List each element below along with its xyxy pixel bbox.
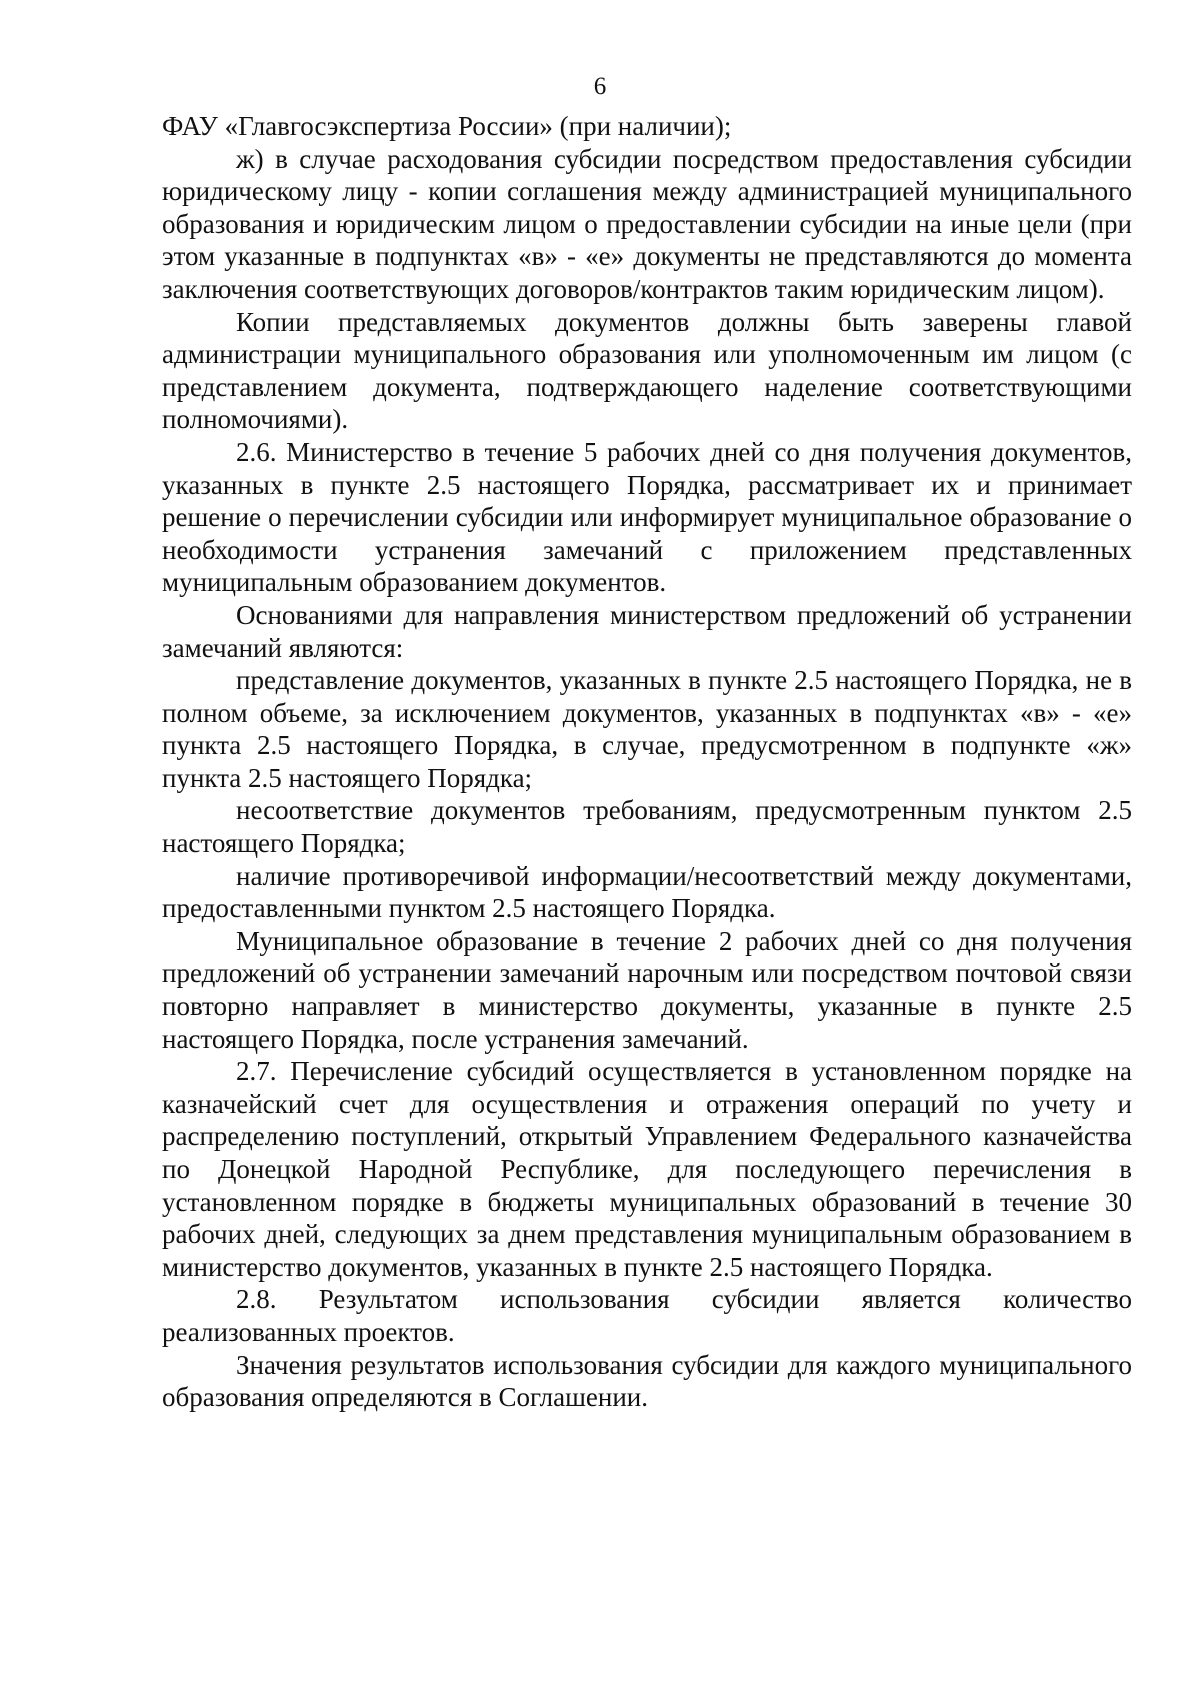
paragraph-ground-incomplete: представление документов, указанных в пункте 2.5 настоящего Порядка, не в полном объеме, за исключением документов, указанных в подпунктах «в» - «е» пункта 2.5 настоящего Порядка, в случае, предусмотренном в подпункте «ж» пункта 2.5 настоящего Порядка; [162, 665, 1132, 793]
paragraph-grounds-intro: Основаниями для направления министерством предложений об устранении замечаний являются: [162, 599, 1132, 663]
page-number: 6 [593, 73, 607, 100]
document-body [162, 110, 1132, 1414]
paragraph-copies-certification: Копии представляемых документов должны быть заверены главой администрации муниципального образования или уполномоченным им лицом (с представлением документа, подтверждающего наделение соответствующими полномочиями). [162, 306, 1132, 435]
paragraph-intro-line: ФАУ «Главгосэкспертиза России» (при наличии); [162, 111, 732, 141]
paragraph-ground-contradictions: наличие противоречивой информации/несоответствий между документами, предоставленными пунктом 2.5 настоящего Порядка. [162, 860, 1132, 924]
paragraph-result-values: Значения результатов использования субсидии для каждого муниципального образования определяются в Соглашении. [162, 1349, 1132, 1413]
paragraph-resubmission: Муниципальное образование в течение 2 рабочих дней со дня получения предложений об устранении замечаний нарочным или посредством почтовой связи повторно направляет в министерство документы, указанные в пункте 2.5 настоящего Порядка, после устранения замечаний. [162, 925, 1132, 1054]
paragraph-2-6: 2.6. Министерство в течение 5 рабочих дней со дня получения документов, указанных в пункте 2.5 настоящего Порядка, рассматривает их и принимает решение о перечислении субсидии или информирует муниципальное образование о необходимости устранения замечаний с приложением представленных муниципальным образованием документов. [162, 436, 1132, 598]
paragraph-subitem-zh: ж) в случае расходования субсидии посредством предоставления субсидии юридическому лицу - копии соглашения между администрацией муниципального образования и юридическим лицом о предоставлении субсидии на иные цели (при этом указанные в подпунктах «в» - «е» документы не представляются до момента заключения соответствующих договоров/контрактов таким юридическим лицом). [162, 143, 1132, 304]
paragraph-ground-mismatch: несоответствие документов требованиям, предусмотренным пунктом 2.5 настоящего Порядка; [162, 795, 1132, 859]
paragraph-2-8: 2.8. Результатом использования субсидии является количество реализованных проектов. [162, 1284, 1132, 1347]
paragraph-2-7: 2.7. Перечисление субсидий осуществляется в установленном порядке на казначейский счет для осуществления и отражения операций по учету и распределению поступлений, открытый Управлением Федерального казначейства по Донецкой Народной Республике, для последующего перечисления в установленном порядке в бюджеты муниципальных образований в течение 30 рабочих дней, следующих за днем представления муниципальным образованием в министерство документов, указанных в пункте 2.5 настоящего Порядка. [162, 1056, 1132, 1282]
